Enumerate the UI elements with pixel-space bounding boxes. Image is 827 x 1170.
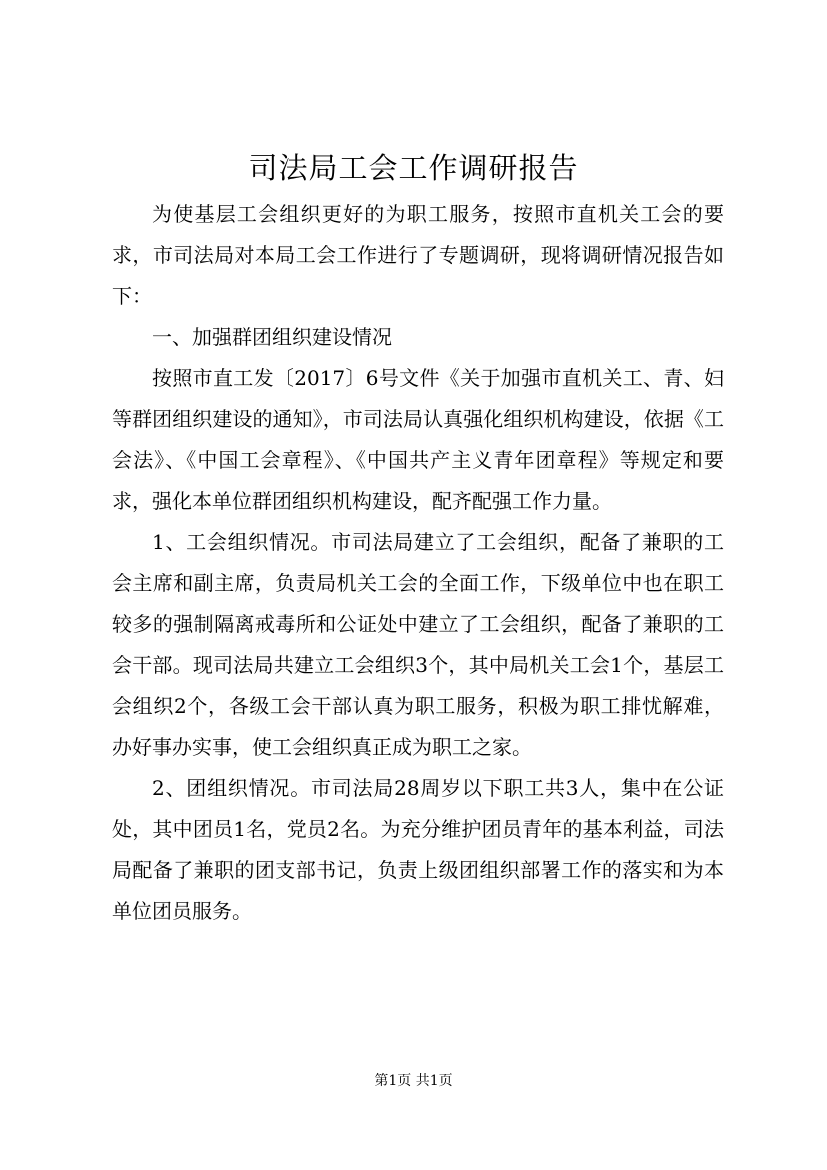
document-title: 司法局工会工作调研报告 — [248, 151, 579, 185]
document-body — [112, 194, 724, 932]
paragraph-intro: 为使基层工会组织更好的为职工服务，按照市直机关工会的要求，市司法局对本局工会工作进行了专题调研，现将调研情况报告如下： — [112, 202, 724, 308]
page-footer: 第1页 共1页 — [374, 1073, 453, 1089]
paragraph-basis: 按照市直工发〔2017〕6号文件《关于加强市直机关工、青、妇等群团组织建设的通知》，市司法局认真强化组织机构建设，依据《工会法》、《中国工会章程》、《中国共产主义青年团章程》等规定和要求，强化本单位群团组织机构建设，配齐配强工作力量。 — [112, 366, 724, 513]
section-heading: 一、加强群团组织建设情况 — [152, 325, 392, 349]
paragraph-union: 1、工会组织情况。市司法局建立了工会组织，配备了兼职的工会主席和副主席，负责局机关工会的全面工作，下级单位中也在职工较多的强制隔离戒毒所和公证处中建立了工会组织，配备了兼职的工会干部。现司法局共建立工会组织3个，其中局机关工会1个，基层工会组织2个，各级工会干部认真为职工服务，积极为职工排忧解难，办好事办实事，使工会组织真正成为职工之家。 — [112, 530, 724, 759]
paragraph-league: 2、团组织情况。市司法局28周岁以下职工共3人，集中在公证处，其中团员1名，党员2名。为充分维护团员青年的基本利益，司法局配备了兼职的团支部书记，负责上级团组织部署工作的落实和为本单位团员服务。 — [112, 776, 724, 923]
